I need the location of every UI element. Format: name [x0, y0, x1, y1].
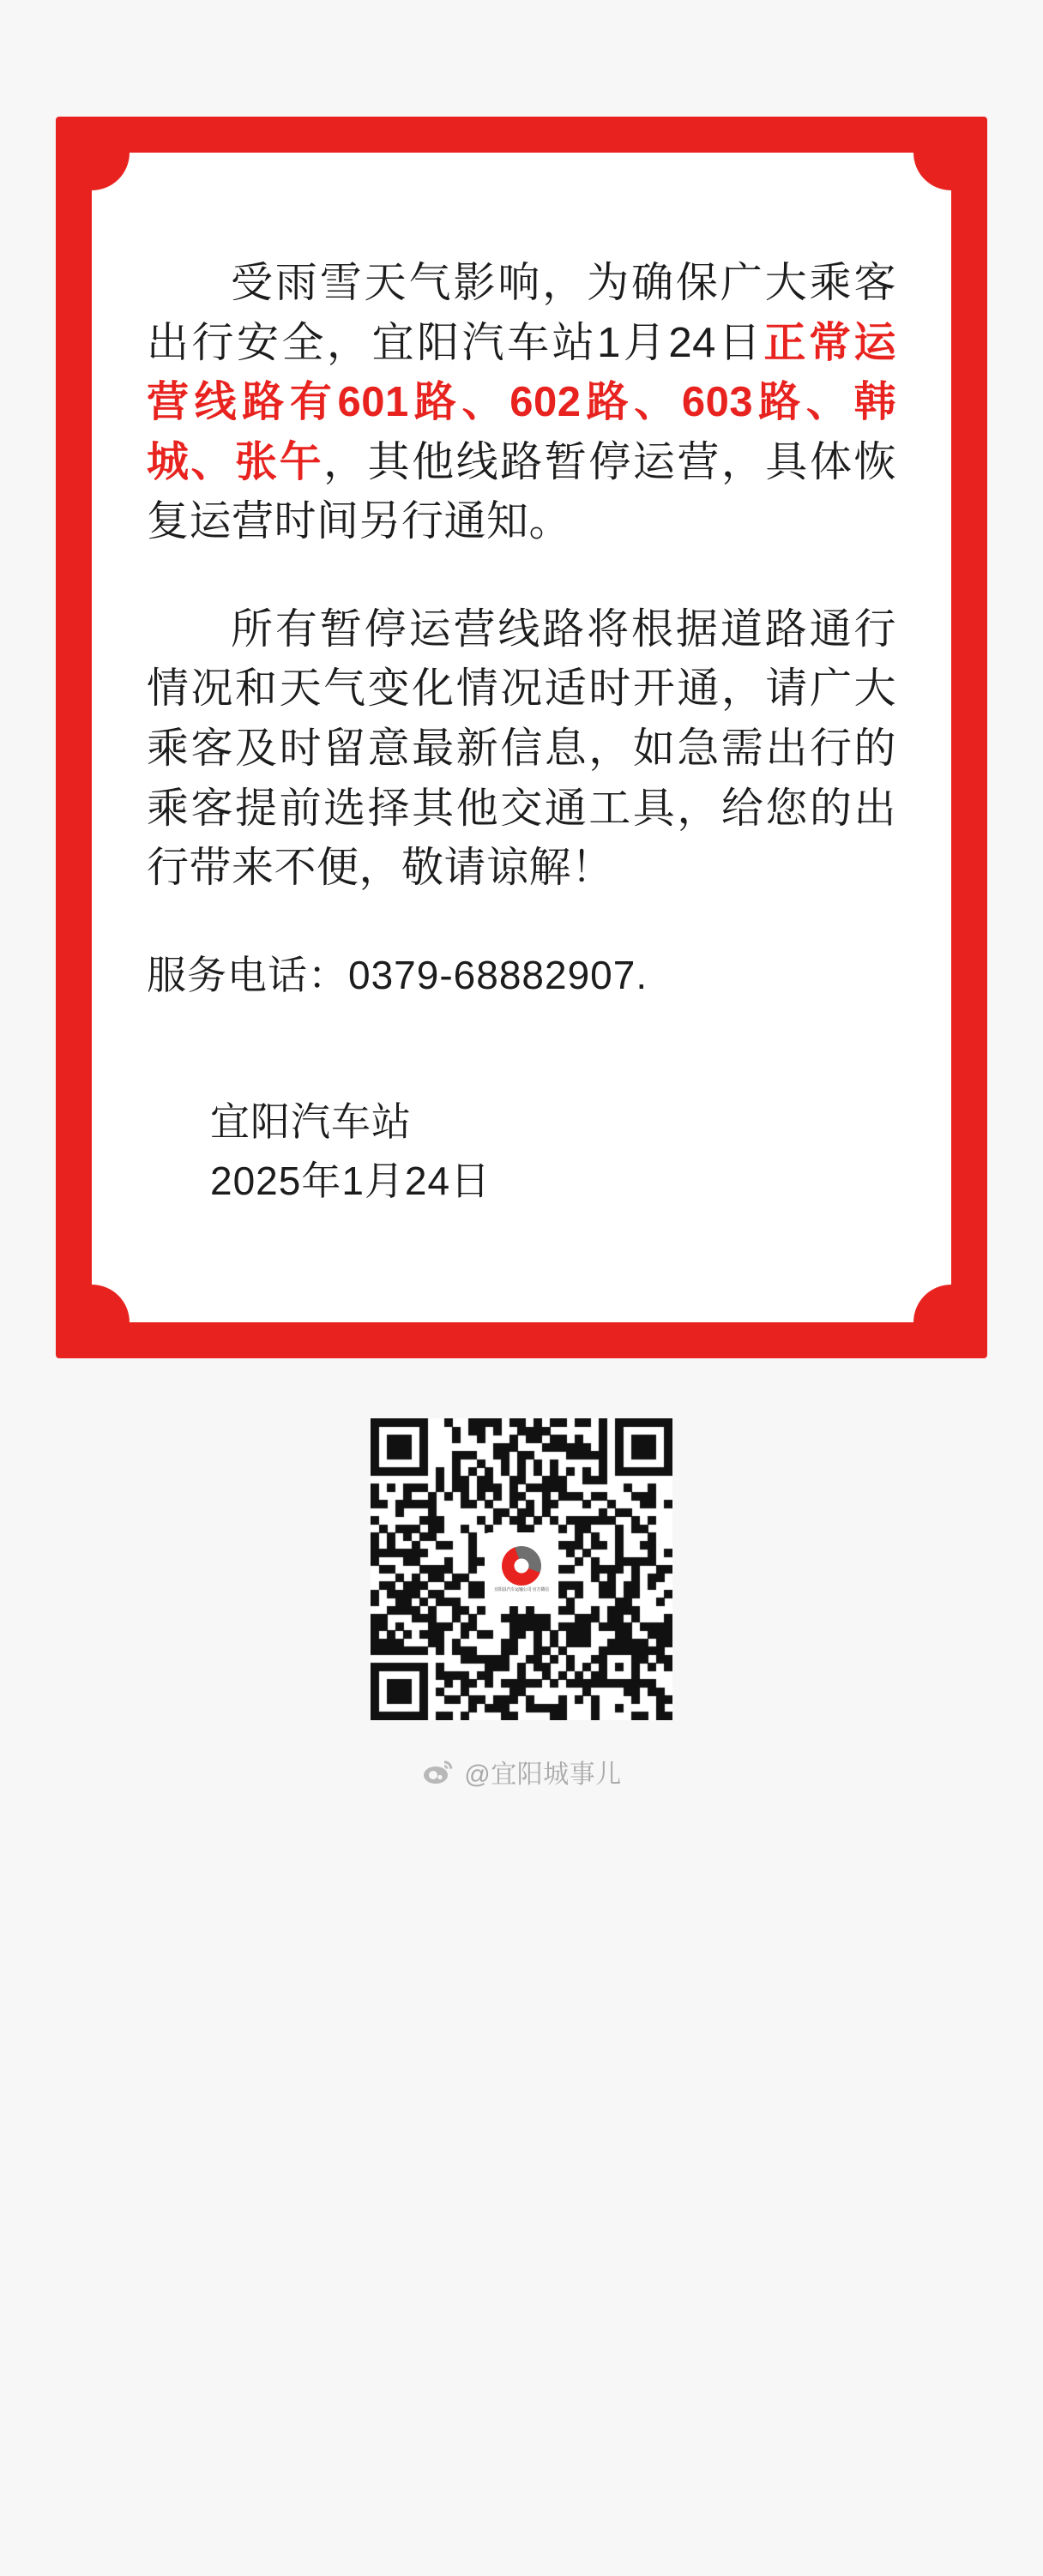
notice-paragraph-1 [147, 254, 896, 552]
qr-center-logo [485, 1532, 558, 1606]
qr-logo-text: 宜阳县汽车运输公司 官方微信 [494, 1587, 549, 1593]
weibo-footer [421, 1749, 621, 1794]
corner-notch-top-right [913, 153, 951, 190]
corner-notch-bottom-right [913, 1285, 951, 1322]
corner-notch-bottom-left [92, 1285, 130, 1322]
red-frame [56, 117, 987, 1358]
weibo-icon [421, 1757, 455, 1786]
corner-notch-top-left [92, 153, 130, 190]
notice-p1-highlight: 正常运营线路有601路、602路、603路、韩城、张午 [147, 319, 896, 485]
company-swirl-icon [502, 1546, 541, 1586]
white-card [92, 153, 951, 1322]
signature-block [147, 1092, 896, 1211]
signature-date: 2025年1月24日 [210, 1159, 491, 1204]
qr-section [56, 1418, 987, 1720]
weibo-account-name: @宜阳城事儿 [464, 1760, 622, 1790]
notice-paragraph-2: 所有暂停运营线路将根据道路通行情况和天气变化情况适时开通，请广大乘客及时留意最新信息，如急需出行的乘客提前选择其他交通工具，给您的出行带来不便，敬请谅解！ [147, 605, 896, 892]
notice-p1-part-a: 受雨雪天气影响，为确保广大乘客出行安全，宜阳汽车站1月24日 [147, 260, 896, 366]
signature-organization: 宜阳汽车站 [210, 1099, 412, 1145]
notice-p1-part-b: ，其他线路暂停运营，具体恢复运营时间另行通知。 [147, 438, 896, 545]
qr-code[interactable] [371, 1418, 672, 1720]
service-phone: 服务电话：0379-68882907. [147, 952, 648, 997]
